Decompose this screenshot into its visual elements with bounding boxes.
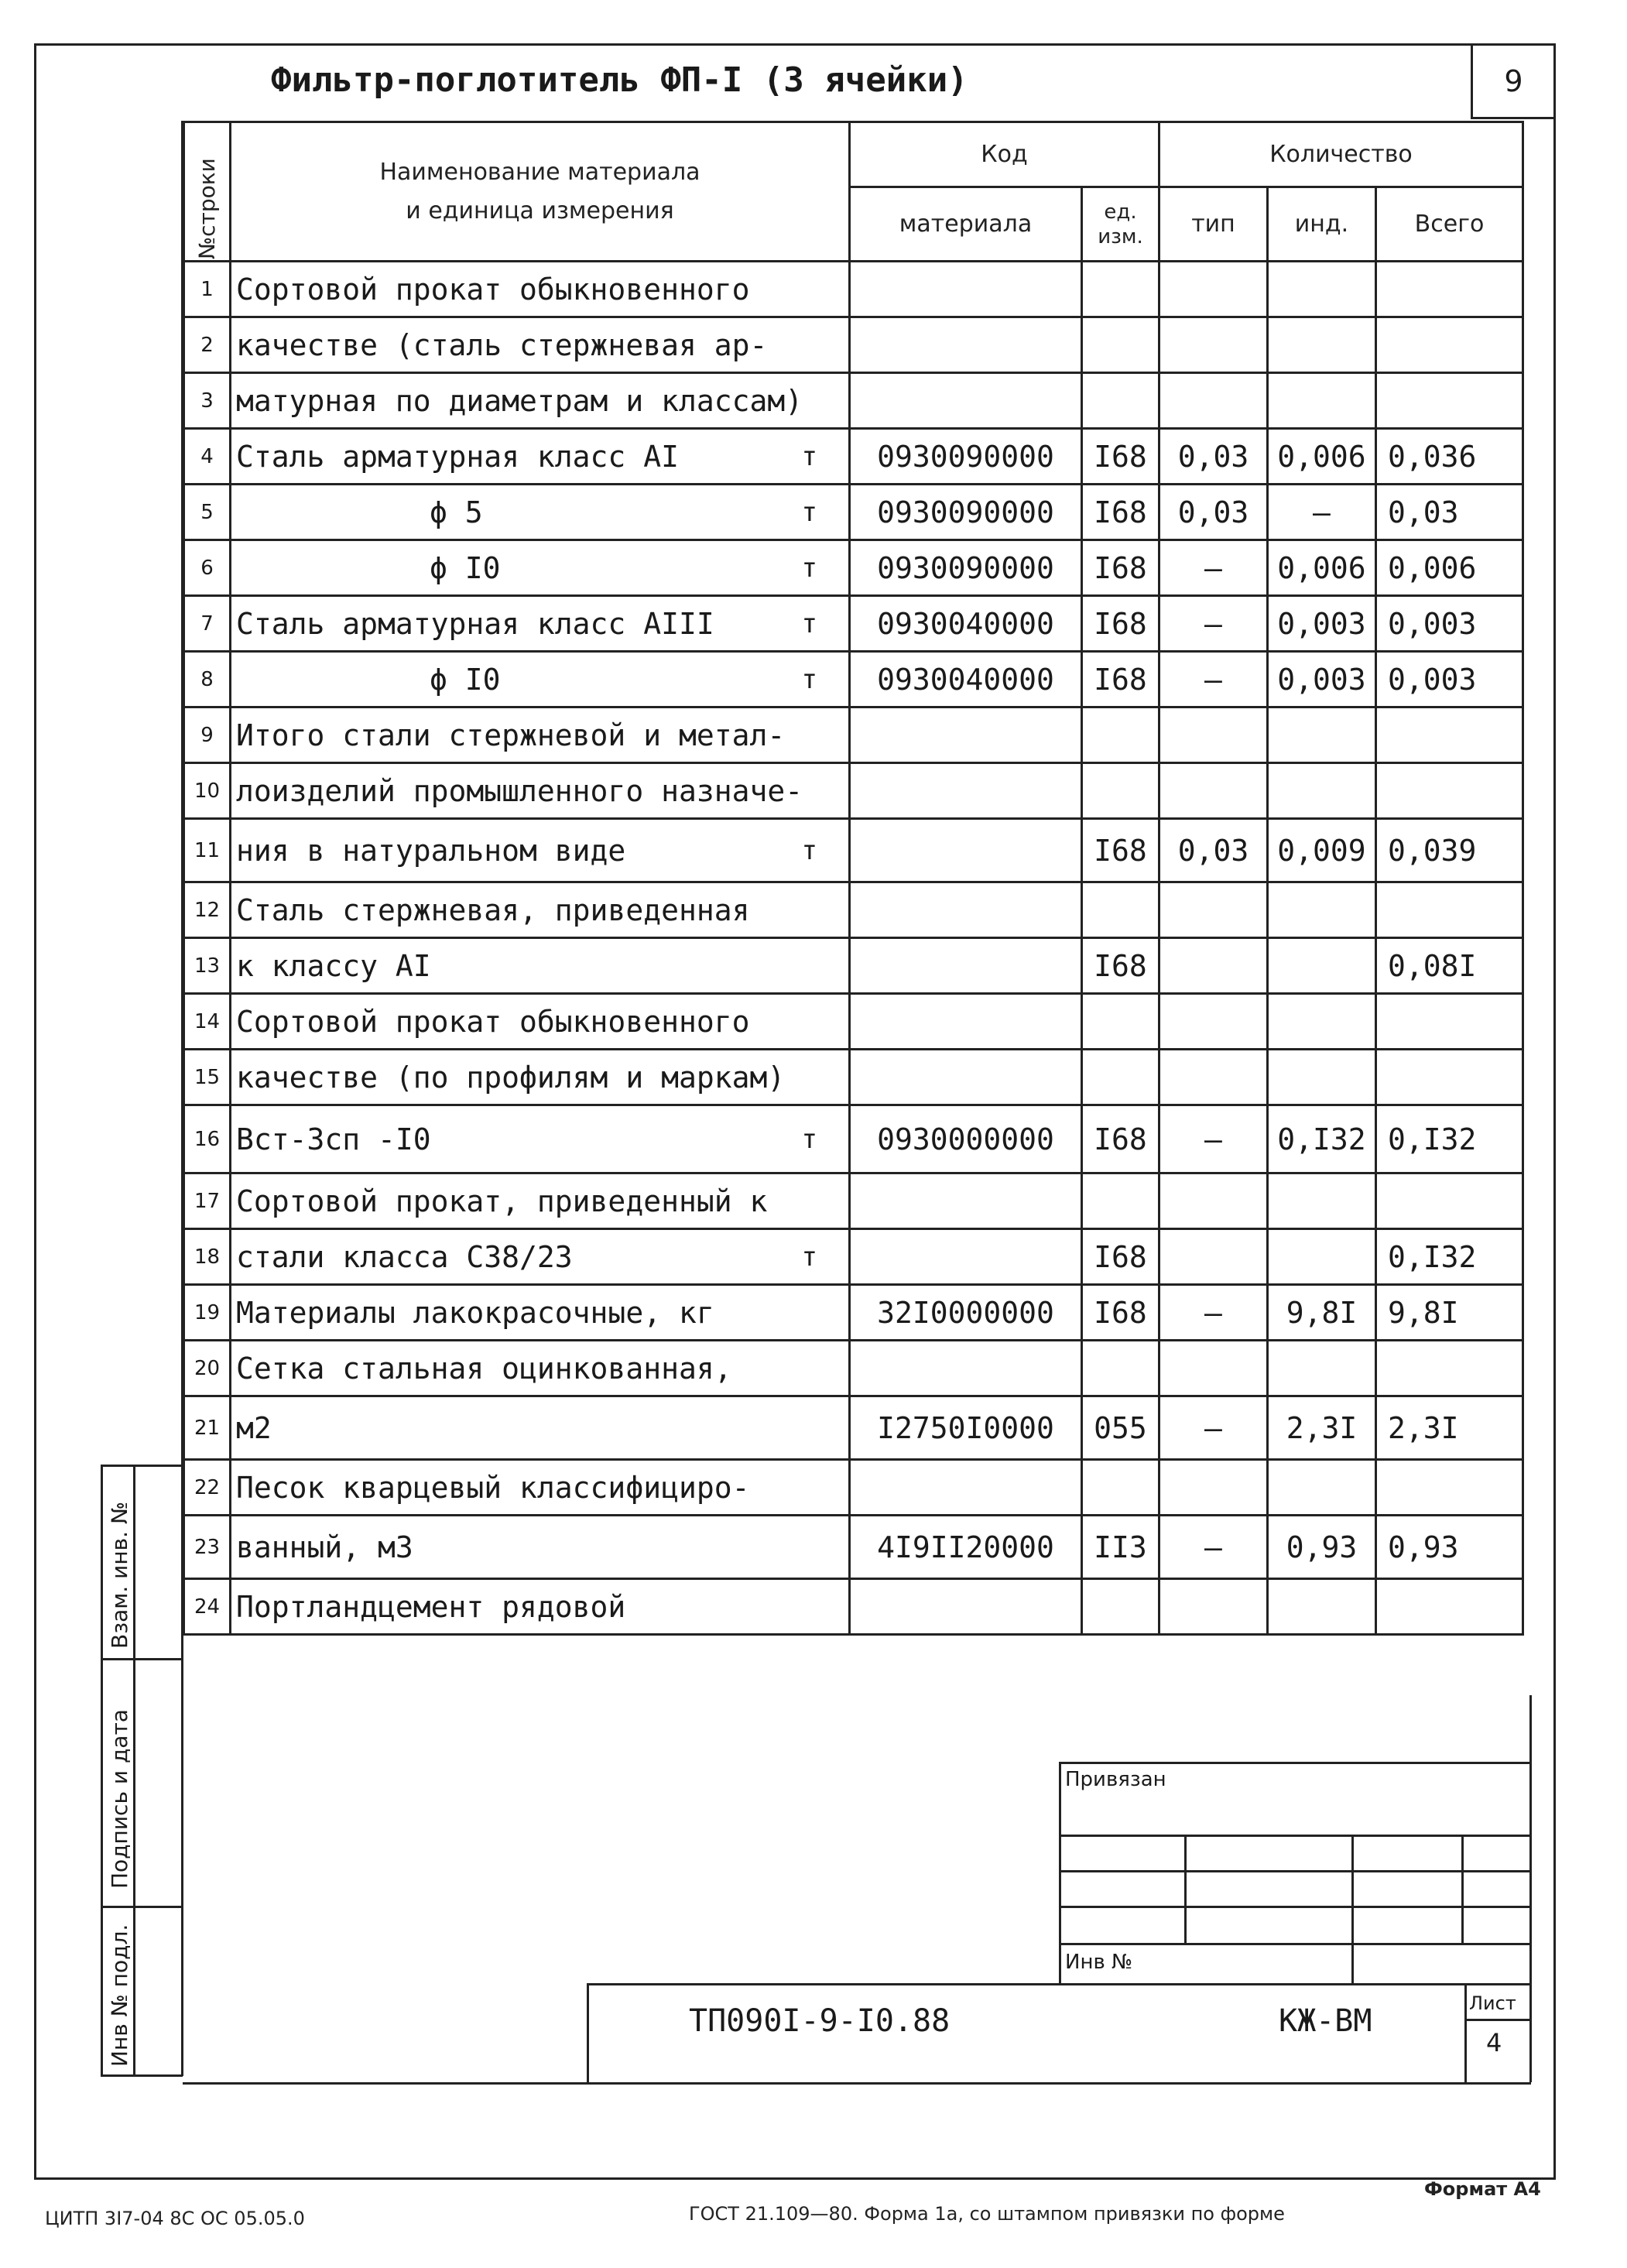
material-name bbox=[231, 1516, 850, 1579]
material-code bbox=[850, 1579, 1082, 1635]
unit-code bbox=[1082, 994, 1159, 1050]
quantity-type: – bbox=[1159, 1516, 1268, 1579]
material-name bbox=[231, 429, 850, 485]
unit-code: I68 bbox=[1082, 540, 1159, 596]
table-row bbox=[184, 262, 1523, 317]
unit-code: I68 bbox=[1082, 429, 1159, 485]
material-name-text: Сталь арматурная класс АI bbox=[236, 439, 679, 474]
header-q-type: тип bbox=[1159, 187, 1268, 262]
quantity-ind bbox=[1268, 882, 1376, 938]
sheet-label: Лист bbox=[1469, 1992, 1516, 2014]
quantity-total: 0,003 bbox=[1376, 596, 1523, 652]
side-stamp-inv: Инв № подл. bbox=[107, 1924, 132, 2067]
unit-code bbox=[1082, 262, 1159, 317]
table-row bbox=[184, 1396, 1523, 1460]
quantity-total: 0,003 bbox=[1376, 652, 1523, 707]
quantity-ind bbox=[1268, 1229, 1376, 1285]
quantity-total bbox=[1376, 1460, 1523, 1516]
quantity-total: 0,039 bbox=[1376, 819, 1523, 882]
quantity-total bbox=[1376, 707, 1523, 763]
quantity-ind: 0,006 bbox=[1268, 540, 1376, 596]
material-code bbox=[850, 1229, 1082, 1285]
table-row bbox=[184, 373, 1523, 429]
header-quantity: Количество bbox=[1159, 122, 1523, 187]
quantity-type: 0,03 bbox=[1159, 819, 1268, 882]
side-stamp-divider bbox=[101, 1658, 183, 1660]
material-name bbox=[231, 1285, 850, 1341]
quantity-type bbox=[1159, 1229, 1268, 1285]
footer-center: ГОСТ 21.109—80. Форма 1а, со штампом привязки по форме bbox=[689, 2203, 1285, 2225]
material-name bbox=[231, 882, 850, 938]
quantity-ind: 0,I32 bbox=[1268, 1105, 1376, 1173]
unit-code bbox=[1082, 1050, 1159, 1105]
row-number: 16 bbox=[184, 1105, 231, 1173]
material-name-text: к классу АI bbox=[236, 948, 431, 983]
material-name bbox=[231, 819, 850, 882]
quantity-ind bbox=[1268, 763, 1376, 819]
unit-code: I68 bbox=[1082, 938, 1159, 994]
quantity-total: 0,93 bbox=[1376, 1516, 1523, 1579]
material-code bbox=[850, 1050, 1082, 1105]
measure-unit: т bbox=[801, 1123, 817, 1155]
row-number: 1 bbox=[184, 262, 231, 317]
measure-unit: т bbox=[801, 440, 817, 472]
table-row bbox=[184, 317, 1523, 373]
material-name bbox=[231, 596, 850, 652]
table-row bbox=[184, 1516, 1523, 1579]
quantity-type bbox=[1159, 1050, 1268, 1105]
quantity-type bbox=[1159, 994, 1268, 1050]
table-row bbox=[184, 1173, 1523, 1229]
quantity-total: 9,8I bbox=[1376, 1285, 1523, 1341]
material-name-text: Сортовой прокат обыкновенного bbox=[236, 272, 750, 307]
material-name bbox=[231, 763, 850, 819]
page-number: 9 bbox=[1471, 45, 1554, 119]
doc-mark: КЖ-ВМ bbox=[1279, 2003, 1372, 2039]
unit-code: I68 bbox=[1082, 819, 1159, 882]
quantity-total bbox=[1376, 1341, 1523, 1396]
header-code: Код bbox=[850, 122, 1159, 187]
unit-code bbox=[1082, 1460, 1159, 1516]
unit-code bbox=[1082, 763, 1159, 819]
table-row bbox=[184, 1050, 1523, 1105]
quantity-total: 2,3I bbox=[1376, 1396, 1523, 1460]
unit-code bbox=[1082, 1579, 1159, 1635]
material-name-text: Сортовой прокат обыкновенного bbox=[236, 1004, 750, 1039]
material-code: 0930090000 bbox=[850, 485, 1082, 540]
material-name bbox=[231, 1341, 850, 1396]
row-number: 8 bbox=[184, 652, 231, 707]
quantity-ind: 0,003 bbox=[1268, 652, 1376, 707]
quantity-ind: 0,006 bbox=[1268, 429, 1376, 485]
material-code: 4I9II20000 bbox=[850, 1516, 1082, 1579]
material-name bbox=[231, 317, 850, 373]
doc-code: ТП090I-9-I0.88 bbox=[689, 2003, 951, 2039]
row-number: 5 bbox=[184, 485, 231, 540]
unit-code bbox=[1082, 1173, 1159, 1229]
row-number: 22 bbox=[184, 1460, 231, 1516]
material-name-text: ϕ I0 bbox=[430, 550, 501, 585]
quantity-type: – bbox=[1159, 1396, 1268, 1460]
table-row bbox=[184, 938, 1523, 994]
material-name-text: м2 bbox=[236, 1410, 272, 1445]
quantity-type bbox=[1159, 1173, 1268, 1229]
material-name-text: ния в натуральном виде bbox=[236, 833, 626, 868]
material-name bbox=[231, 1050, 850, 1105]
quantity-type: – bbox=[1159, 596, 1268, 652]
quantity-ind bbox=[1268, 373, 1376, 429]
quantity-type: 0,03 bbox=[1159, 485, 1268, 540]
row-number: 18 bbox=[184, 1229, 231, 1285]
quantity-type bbox=[1159, 938, 1268, 994]
material-name bbox=[231, 540, 850, 596]
side-stamp-divider bbox=[101, 2074, 183, 2077]
measure-unit: т bbox=[801, 608, 817, 639]
material-code: 0930090000 bbox=[850, 429, 1082, 485]
measure-unit: т bbox=[801, 496, 817, 528]
quantity-total bbox=[1376, 317, 1523, 373]
material-name bbox=[231, 994, 850, 1050]
header-q-ind: инд. bbox=[1268, 187, 1376, 262]
unit-code bbox=[1082, 373, 1159, 429]
quantity-total: 0,006 bbox=[1376, 540, 1523, 596]
material-name-text: Сортовой прокат, приведенный к bbox=[236, 1184, 768, 1218]
material-name-text: Итого стали стержневой и метал- bbox=[236, 718, 786, 752]
header-code-material: материала bbox=[850, 187, 1082, 262]
quantity-type bbox=[1159, 317, 1268, 373]
quantity-total bbox=[1376, 1050, 1523, 1105]
material-name-text: Песок кварцевый классифициро- bbox=[236, 1470, 750, 1505]
quantity-ind bbox=[1268, 1341, 1376, 1396]
unit-code: I68 bbox=[1082, 485, 1159, 540]
row-number: 21 bbox=[184, 1396, 231, 1460]
quantity-ind bbox=[1268, 317, 1376, 373]
measure-unit: т bbox=[801, 1241, 817, 1273]
material-name bbox=[231, 938, 850, 994]
table-row bbox=[184, 819, 1523, 882]
quantity-total bbox=[1376, 1579, 1523, 1635]
table-row bbox=[184, 652, 1523, 707]
sheet-number: 4 bbox=[1486, 2028, 1502, 2057]
table-row bbox=[184, 1285, 1523, 1341]
measure-unit: т bbox=[801, 552, 817, 584]
table-row bbox=[184, 596, 1523, 652]
material-code bbox=[850, 994, 1082, 1050]
material-name-text: ϕ I0 bbox=[430, 662, 501, 697]
material-code bbox=[850, 1341, 1082, 1396]
page-title: Фильтр-поглотитель ФП-I (3 ячейки) bbox=[271, 60, 968, 100]
quantity-type: – bbox=[1159, 540, 1268, 596]
material-code: I2750I0000 bbox=[850, 1396, 1082, 1460]
quantity-total bbox=[1376, 994, 1523, 1050]
material-name-text: Материалы лакокрасочные, кг bbox=[236, 1295, 714, 1330]
material-name-text: качестве (по профилям и маркам) bbox=[236, 1060, 786, 1095]
side-stamp-vzam: Взам. инв. № bbox=[107, 1501, 132, 1649]
quantity-ind bbox=[1268, 707, 1376, 763]
table-row bbox=[184, 1460, 1523, 1516]
quantity-ind bbox=[1268, 262, 1376, 317]
unit-code: I68 bbox=[1082, 1229, 1159, 1285]
material-code bbox=[850, 262, 1082, 317]
material-name bbox=[231, 262, 850, 317]
material-name-text: Сталь арматурная класс АIII bbox=[236, 606, 714, 641]
quantity-ind: – bbox=[1268, 485, 1376, 540]
quantity-ind bbox=[1268, 994, 1376, 1050]
unit-code: II3 bbox=[1082, 1516, 1159, 1579]
stamp-privyazan: Привязан bbox=[1065, 1768, 1166, 1791]
row-number: 17 bbox=[184, 1173, 231, 1229]
quantity-type: – bbox=[1159, 652, 1268, 707]
quantity-total: 0,036 bbox=[1376, 429, 1523, 485]
measure-unit: т bbox=[801, 834, 817, 866]
side-stamp-border bbox=[133, 1465, 135, 2076]
side-stamp-border bbox=[101, 1465, 103, 2076]
quantity-type bbox=[1159, 707, 1268, 763]
quantity-ind: 9,8I bbox=[1268, 1285, 1376, 1341]
material-code bbox=[850, 819, 1082, 882]
quantity-type: – bbox=[1159, 1285, 1268, 1341]
material-code: 32I0000000 bbox=[850, 1285, 1082, 1341]
row-number: 7 bbox=[184, 596, 231, 652]
measure-unit: т bbox=[801, 663, 817, 695]
row-number: 10 bbox=[184, 763, 231, 819]
quantity-type bbox=[1159, 1460, 1268, 1516]
material-name bbox=[231, 1173, 850, 1229]
unit-code: 055 bbox=[1082, 1396, 1159, 1460]
material-name bbox=[231, 373, 850, 429]
quantity-type: 0,03 bbox=[1159, 429, 1268, 485]
quantity-ind: 0,93 bbox=[1268, 1516, 1376, 1579]
quantity-total: 0,08I bbox=[1376, 938, 1523, 994]
row-number: 4 bbox=[184, 429, 231, 485]
material-code: 0930090000 bbox=[850, 540, 1082, 596]
table-row bbox=[184, 1341, 1523, 1396]
quantity-total: 0,I32 bbox=[1376, 1105, 1523, 1173]
footer-right: Формат А4 bbox=[1424, 2178, 1541, 2200]
row-number: 3 bbox=[184, 373, 231, 429]
header-q-total: Всего bbox=[1376, 187, 1523, 262]
table-row bbox=[184, 707, 1523, 763]
quantity-total bbox=[1376, 373, 1523, 429]
table-row bbox=[184, 994, 1523, 1050]
row-number: 20 bbox=[184, 1341, 231, 1396]
quantity-type bbox=[1159, 262, 1268, 317]
table-row bbox=[184, 763, 1523, 819]
quantity-total bbox=[1376, 262, 1523, 317]
material-name-text: стали класса С38/23 bbox=[236, 1239, 573, 1274]
table-left-border bbox=[181, 121, 183, 2076]
material-name bbox=[231, 1105, 850, 1173]
unit-code bbox=[1082, 317, 1159, 373]
material-name-text: Вст-3сп -I0 bbox=[236, 1122, 431, 1156]
row-number: 2 bbox=[184, 317, 231, 373]
unit-code: I68 bbox=[1082, 596, 1159, 652]
quantity-type bbox=[1159, 1579, 1268, 1635]
material-name-text: лоизделий промышленного назначе- bbox=[236, 773, 803, 808]
material-name-text: ϕ 5 bbox=[430, 495, 483, 529]
row-number: 13 bbox=[184, 938, 231, 994]
table-row bbox=[184, 485, 1523, 540]
row-number: 12 bbox=[184, 882, 231, 938]
quantity-type: – bbox=[1159, 1105, 1268, 1173]
material-code bbox=[850, 707, 1082, 763]
stamp-inv-no: Инв № bbox=[1065, 1951, 1133, 1974]
material-code bbox=[850, 763, 1082, 819]
material-code: 0930040000 bbox=[850, 652, 1082, 707]
quantity-type bbox=[1159, 373, 1268, 429]
material-code bbox=[850, 1460, 1082, 1516]
material-name-text: Сталь стержневая, приведенная bbox=[236, 892, 750, 927]
header-code-unit: ед. изм. bbox=[1082, 187, 1159, 262]
table-row bbox=[184, 882, 1523, 938]
side-stamp-divider bbox=[101, 1465, 183, 1467]
row-number: 23 bbox=[184, 1516, 231, 1579]
material-code bbox=[850, 1173, 1082, 1229]
material-name bbox=[231, 652, 850, 707]
side-stamp-divider bbox=[101, 1906, 183, 1908]
quantity-ind: 2,3I bbox=[1268, 1396, 1376, 1460]
material-name bbox=[231, 1396, 850, 1460]
materials-table bbox=[183, 121, 1524, 1636]
material-name bbox=[231, 1229, 850, 1285]
table-row bbox=[184, 1105, 1523, 1173]
unit-code bbox=[1082, 1341, 1159, 1396]
material-code bbox=[850, 317, 1082, 373]
quantity-total: 0,I32 bbox=[1376, 1229, 1523, 1285]
material-name-text: качестве (сталь стержневая ар- bbox=[236, 327, 768, 362]
material-name bbox=[231, 1579, 850, 1635]
unit-code: I68 bbox=[1082, 1285, 1159, 1341]
table-row bbox=[184, 1229, 1523, 1285]
row-number: 24 bbox=[184, 1579, 231, 1635]
quantity-total: 0,03 bbox=[1376, 485, 1523, 540]
row-number: 15 bbox=[184, 1050, 231, 1105]
material-name bbox=[231, 707, 850, 763]
material-code bbox=[850, 882, 1082, 938]
row-number: 11 bbox=[184, 819, 231, 882]
quantity-type bbox=[1159, 882, 1268, 938]
quantity-ind bbox=[1268, 1579, 1376, 1635]
table-row bbox=[184, 429, 1523, 485]
material-code bbox=[850, 373, 1082, 429]
side-stamp-podpis: Подпись и дата bbox=[107, 1709, 132, 1889]
unit-code: I68 bbox=[1082, 652, 1159, 707]
material-code: 0930040000 bbox=[850, 596, 1082, 652]
material-name-text: Сетка стальная оцинкованная, bbox=[236, 1351, 732, 1386]
unit-code: I68 bbox=[1082, 1105, 1159, 1173]
material-name bbox=[231, 485, 850, 540]
quantity-total bbox=[1376, 882, 1523, 938]
header-name: Наименование материала и единица измерения bbox=[231, 122, 850, 262]
material-name-text: ванный, м3 bbox=[236, 1530, 413, 1564]
row-number: 9 bbox=[184, 707, 231, 763]
material-name bbox=[231, 1460, 850, 1516]
material-name-text: Портландцемент рядовой bbox=[236, 1589, 626, 1624]
row-number: 14 bbox=[184, 994, 231, 1050]
row-number: 6 bbox=[184, 540, 231, 596]
quantity-ind: 0,003 bbox=[1268, 596, 1376, 652]
unit-code bbox=[1082, 882, 1159, 938]
quantity-ind bbox=[1268, 1460, 1376, 1516]
row-number: 19 bbox=[184, 1285, 231, 1341]
table-row bbox=[184, 1579, 1523, 1635]
quantity-type bbox=[1159, 1341, 1268, 1396]
quantity-total bbox=[1376, 1173, 1523, 1229]
quantity-ind bbox=[1268, 1050, 1376, 1105]
quantity-total bbox=[1376, 763, 1523, 819]
quantity-ind: 0,009 bbox=[1268, 819, 1376, 882]
material-code bbox=[850, 938, 1082, 994]
unit-code bbox=[1082, 707, 1159, 763]
quantity-ind bbox=[1268, 1173, 1376, 1229]
material-code: 0930000000 bbox=[850, 1105, 1082, 1173]
material-name-text: матурная по диаметрам и классам) bbox=[236, 383, 803, 418]
quantity-ind bbox=[1268, 938, 1376, 994]
table-row bbox=[184, 540, 1523, 596]
quantity-type bbox=[1159, 763, 1268, 819]
footer-left: ЦИТП 3I7-04 8С ОС 05.05.0 bbox=[45, 2208, 305, 2229]
header-row-no: №строки bbox=[184, 122, 231, 262]
